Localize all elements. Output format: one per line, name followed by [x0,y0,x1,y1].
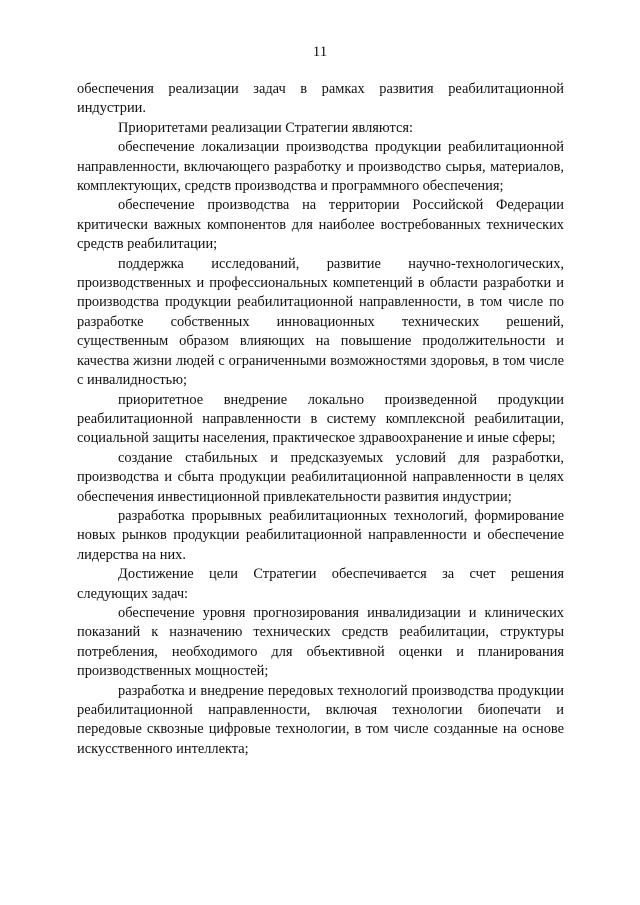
paragraph-priority-localization: обеспечение локализации производства продукции реабилитационной направленности, включающего разработку и производство сырья, материалов, комплектующих, средств производства и программного обеспечения; [77,139,564,195]
paragraph-continuation: обеспечения реализации задач в рамках развития реабилитационной индустрии. [77,81,564,117]
paragraph-task-advanced-tech: разработка и внедрение передовых технологий производства продукции реабилитационной направленности, включая технологии биопечати и передовые сквозные цифровые технологии, в том числе созданные на основе искусственного интеллекта; [77,682,564,757]
paragraph-priority-critical-components: обеспечение производства на территории Российской Федерации критически важных компонентов для наиболее востребованных технических средств реабилитации; [77,197,564,253]
paragraph-priority-implementation: приоритетное внедрение локально произведенной продукции реабилитационной направленности в систему комплексной реабилитации, социальной защиты населения, практическое здравоохранение и иные сферы; [77,391,564,447]
paragraph-tasks-intro: Достижение цели Стратегии обеспечивается за счет решения следующих задач: [77,566,564,602]
page-number: 11 [312,44,328,60]
paragraph-priorities-intro: Приоритетами реализации Стратегии являются: [118,119,413,136]
paragraph-task-forecasting: обеспечение уровня прогнозирования инвалидизации и клинических показаний к назначению технических средств реабилитации, структуры потребления, необходимого для объективной оценки и планирования производственных мощностей; [77,604,564,680]
document-body [77,80,564,759]
paragraph-priority-stable-conditions: создание стабильных и предсказуемых условий для разработки, производства и сбыта продукции реабилитационной направленности в целях обеспечения инвестиционной привлекательности развития индустрии; [77,449,564,505]
paragraph-priority-breakthrough-tech: разработка прорывных реабилитационных технологий, формирование новых рынков продукции реабилитационной направленности и обеспечение лидерства на них. [77,507,564,563]
paragraph-priority-research-support: поддержка исследований, развитие научно-технологических, производственных и профессиональных компетенций в области разработки и производства продукции реабилитационной направленности, в том числе по разработке собственных инновационных технических решений, существенным образом влияющих на повышение продолжительности и качества жизни людей с ограниченными возможностями здоровья, в том числе с инвалидностью; [77,255,564,389]
